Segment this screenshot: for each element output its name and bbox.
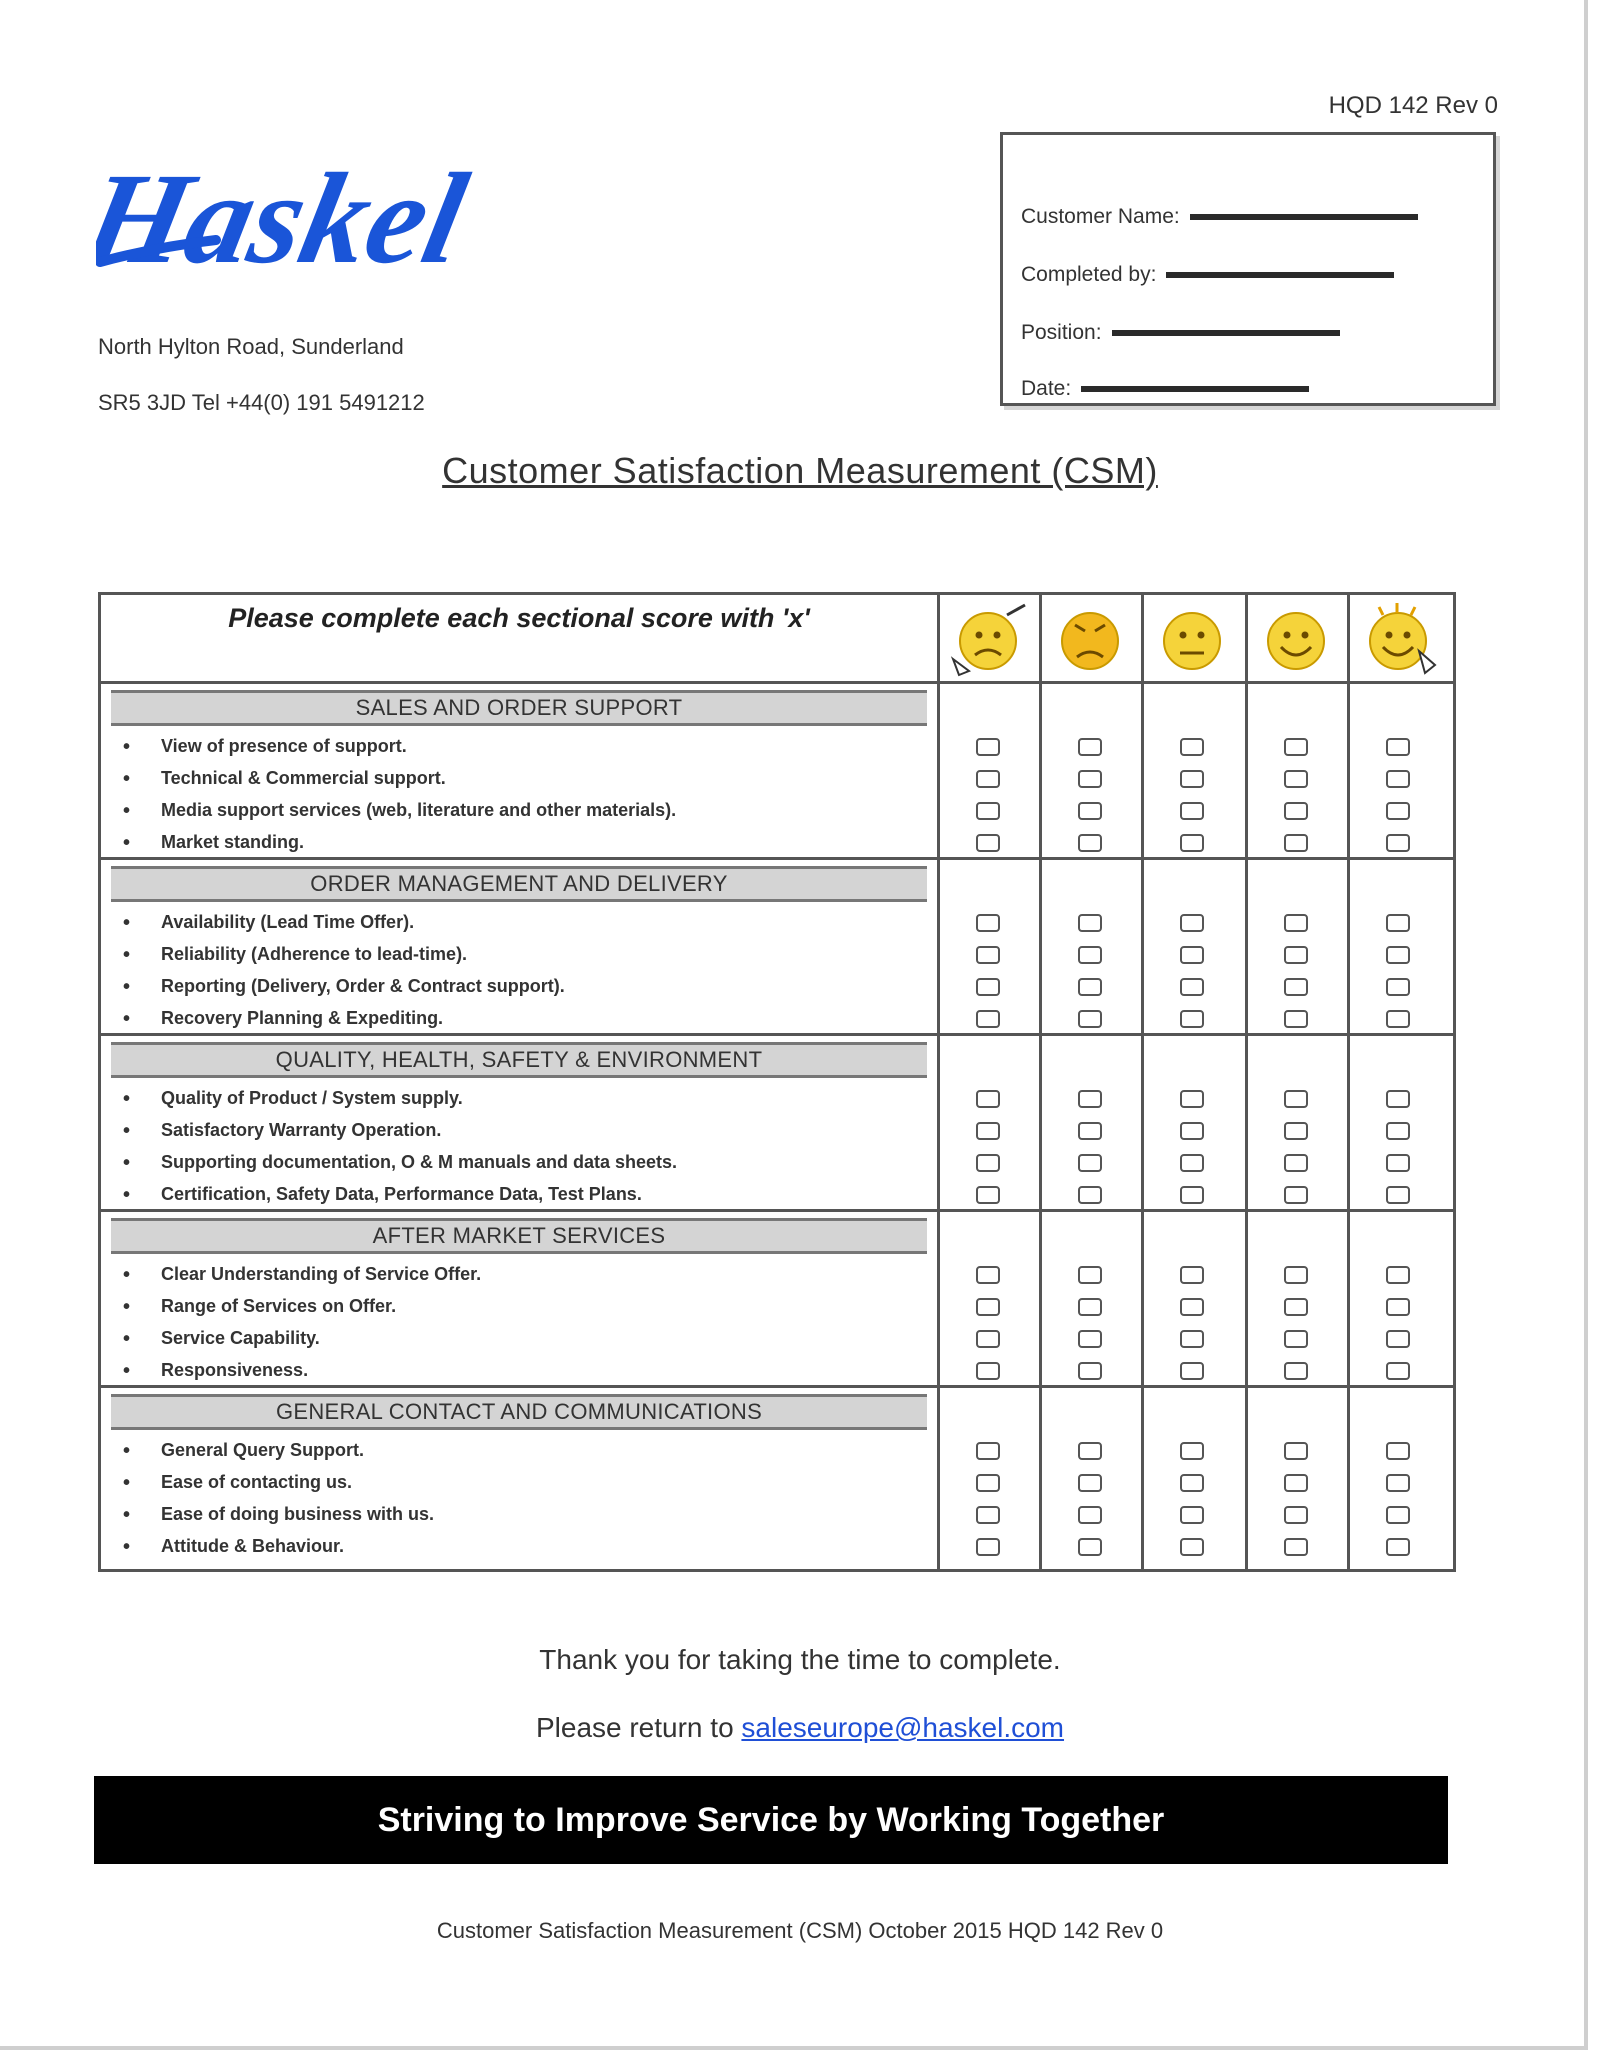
rating-checkbox[interactable] [976,1362,1000,1380]
return-prefix: Please return to [535,1712,742,1743]
rating-checkbox[interactable] [1078,946,1102,964]
section-heading: ORDER MANAGEMENT AND DELIVERY [111,866,927,902]
rating-checkbox[interactable] [1386,834,1410,852]
completed-by-label: Completed by: [1021,263,1157,286]
criterion-item: • View of presence of support. [161,736,407,757]
column-divider [1347,595,1350,1569]
date-line [1081,386,1309,392]
rating-checkbox[interactable] [1284,1186,1308,1204]
rating-checkbox[interactable] [1078,1186,1102,1204]
rating-checkbox[interactable] [976,914,1000,932]
position-label: Position: [1021,321,1102,344]
rating-checkbox[interactable] [1284,834,1308,852]
happy-face-icon [1257,601,1335,679]
svg-text:Haskel: Haskel [96,147,479,291]
instruction-text: Please complete each sectional score with 'x' [228,603,810,633]
rating-checkbox[interactable] [1284,1090,1308,1108]
rating-checkbox[interactable] [1180,1010,1204,1028]
column-divider [1245,595,1248,1569]
rating-checkbox[interactable] [1284,1010,1308,1028]
rating-checkbox[interactable] [1180,770,1204,788]
rating-checkbox[interactable] [1284,1506,1308,1524]
rating-checkbox[interactable] [1180,1538,1204,1556]
criterion-item: • Certification, Safety Data, Performance Data, Test Plans. [161,1184,642,1205]
rating-checkbox[interactable] [1180,978,1204,996]
rating-checkbox[interactable] [1078,802,1102,820]
criterion-item: • Ease of doing business with us. [161,1504,434,1525]
criterion-item: • Reliability (Adherence to lead-time). [161,944,467,965]
date-field[interactable] [1021,377,1309,401]
rating-checkbox[interactable] [1386,1538,1410,1556]
rating-checkbox[interactable] [1284,802,1308,820]
rating-checkbox[interactable] [1180,1266,1204,1284]
criterion-item: • Ease of contacting us. [161,1472,352,1493]
rating-checkbox[interactable] [1386,1362,1410,1380]
rating-checkbox[interactable] [1180,946,1204,964]
rating-checkbox[interactable] [1078,1154,1102,1172]
rating-checkbox[interactable] [1386,1330,1410,1348]
rating-checkbox[interactable] [1386,1186,1410,1204]
rating-checkbox[interactable] [1180,802,1204,820]
rating-checkbox[interactable] [1284,1122,1308,1140]
section-heading: AFTER MARKET SERVICES [111,1218,927,1254]
rating-checkbox[interactable] [976,1266,1000,1284]
customer-name-field[interactable] [1021,205,1418,229]
rating-checkbox[interactable] [1180,1442,1204,1460]
rating-checkbox[interactable] [1180,1362,1204,1380]
completed-by-line [1166,272,1394,278]
customer-name-line [1190,214,1418,220]
rating-checkbox[interactable] [1284,1538,1308,1556]
rating-checkbox[interactable] [1284,946,1308,964]
rating-checkbox[interactable] [1386,770,1410,788]
rating-checkbox[interactable] [976,1122,1000,1140]
position-field[interactable] [1021,321,1340,345]
rating-checkbox[interactable] [1180,1506,1204,1524]
rating-checkbox[interactable] [1078,978,1102,996]
criterion-item: • Recovery Planning & Expediting. [161,1008,443,1029]
rating-checkbox[interactable] [1284,1442,1308,1460]
survey-table [98,592,1456,1572]
rating-checkbox[interactable] [1386,1154,1410,1172]
very-unhappy-face-icon [949,601,1027,679]
rating-checkbox[interactable] [1078,1010,1102,1028]
completed-by-field[interactable] [1021,263,1394,287]
rating-checkbox[interactable] [1386,1506,1410,1524]
criterion-item: • Satisfactory Warranty Operation. [161,1120,441,1141]
rating-checkbox[interactable] [1386,978,1410,996]
angry-face-icon [1051,601,1129,679]
customer-name-label: Customer Name: [1021,205,1180,228]
rating-checkbox[interactable] [1386,1090,1410,1108]
section-divider [101,1033,1453,1036]
rating-checkbox[interactable] [1078,1538,1102,1556]
rating-checkbox[interactable] [1284,978,1308,996]
rating-checkbox[interactable] [1180,1090,1204,1108]
section-heading: SALES AND ORDER SUPPORT [111,690,927,726]
position-line [1112,330,1340,336]
rating-checkbox[interactable] [976,946,1000,964]
return-email-link[interactable]: saleseurope@haskel.com [741,1712,1065,1743]
rating-checkbox[interactable] [1078,1298,1102,1316]
rating-checkbox[interactable] [1284,770,1308,788]
criterion-item: • Clear Understanding of Service Offer. [161,1264,481,1285]
rating-checkbox[interactable] [1078,1090,1102,1108]
neutral-face-icon [1153,601,1231,679]
date-label: Date: [1021,377,1072,400]
rating-checkbox[interactable] [976,1010,1000,1028]
rating-checkbox[interactable] [1386,1442,1410,1460]
document-reference: HQD 142 Rev 0 [1328,92,1498,119]
column-divider [1039,595,1042,1569]
haskel-logo [96,112,486,312]
criterion-item: • Range of Services on Offer. [161,1296,396,1317]
rating-checkbox[interactable] [976,978,1000,996]
rating-checkbox[interactable] [1078,1122,1102,1140]
rating-checkbox[interactable] [1180,1122,1204,1140]
criterion-item: • Availability (Lead Time Offer). [161,912,414,933]
very-happy-face-icon [1359,601,1437,679]
slogan-banner: Striving to Improve Service by Working Together [94,1776,1448,1864]
rating-checkbox[interactable] [1386,1266,1410,1284]
criterion-item: • Supporting documentation, O & M manuals and data sheets. [161,1152,677,1173]
rating-checkbox[interactable] [1078,914,1102,932]
rating-checkbox[interactable] [1180,738,1204,756]
criterion-item: • Attitude & Behaviour. [161,1536,344,1557]
rating-checkbox[interactable] [1284,738,1308,756]
rating-checkbox[interactable] [976,1506,1000,1524]
section-divider [101,1385,1453,1388]
rating-checkbox[interactable] [1386,1474,1410,1492]
rating-checkbox[interactable] [1078,1506,1102,1524]
criterion-item: • Responsiveness. [161,1360,308,1381]
column-divider [937,595,940,1569]
rating-checkbox[interactable] [1284,1362,1308,1380]
rating-checkbox[interactable] [1078,834,1102,852]
rating-checkbox[interactable] [976,1154,1000,1172]
rating-checkbox[interactable] [1386,1298,1410,1316]
rating-checkbox[interactable] [1284,1154,1308,1172]
criterion-item: • Service Capability. [161,1328,320,1349]
rating-checkbox[interactable] [1078,770,1102,788]
column-divider [1141,595,1144,1569]
rating-checkbox[interactable] [1284,914,1308,932]
criterion-item: • Media support services (web, literature and other materials). [161,800,676,821]
rating-checkbox[interactable] [976,1186,1000,1204]
section-heading: GENERAL CONTACT AND COMMUNICATIONS [111,1394,927,1430]
rating-checkbox[interactable] [1386,914,1410,932]
rating-checkbox[interactable] [1284,1266,1308,1284]
rating-checkbox[interactable] [1078,1362,1102,1380]
rating-checkbox[interactable] [976,1090,1000,1108]
rating-checkbox[interactable] [976,1330,1000,1348]
criterion-item: • Technical & Commercial support. [161,768,446,789]
rating-checkbox[interactable] [1180,1154,1204,1172]
section-heading: QUALITY, HEALTH, SAFETY & ENVIRONMENT [111,1042,927,1078]
customer-info-box [1000,132,1496,406]
rating-checkbox[interactable] [1180,1330,1204,1348]
thanks-text: Thank you for taking the time to complete. [539,1644,1061,1675]
address-line-2: SR5 3JD Tel +44(0) 191 5491212 [98,390,425,415]
rating-checkbox[interactable] [1284,1330,1308,1348]
rating-checkbox[interactable] [976,1298,1000,1316]
rating-checkbox[interactable] [1180,914,1204,932]
rating-checkbox[interactable] [976,1538,1000,1556]
rating-checkbox[interactable] [1078,1442,1102,1460]
rating-checkbox[interactable] [1078,1266,1102,1284]
criterion-item: • Market standing. [161,832,304,853]
rating-checkbox[interactable] [1078,738,1102,756]
rating-checkbox[interactable] [976,738,1000,756]
rating-checkbox[interactable] [1180,1474,1204,1492]
rating-checkbox[interactable] [1386,802,1410,820]
page-footer: Customer Satisfaction Measurement (CSM) October 2015 HQD 142 Rev 0 [436,1918,1164,1943]
rating-checkbox[interactable] [1386,738,1410,756]
criterion-item: • General Query Support. [161,1440,364,1461]
section-divider [101,1209,1453,1212]
return-line [0,1712,1600,1744]
rating-checkbox[interactable] [1386,946,1410,964]
section-divider [101,857,1453,860]
rating-checkbox[interactable] [1078,1330,1102,1348]
rating-checkbox[interactable] [1180,1298,1204,1316]
rating-checkbox[interactable] [1180,834,1204,852]
header-divider [101,681,1453,684]
rating-checkbox[interactable] [976,834,1000,852]
rating-checkbox[interactable] [1284,1298,1308,1316]
rating-checkbox[interactable] [1078,1474,1102,1492]
criterion-item: • Quality of Product / System supply. [161,1088,463,1109]
rating-checkbox[interactable] [976,802,1000,820]
address-line-1: North Hylton Road, Sunderland [98,334,404,359]
rating-checkbox[interactable] [1386,1010,1410,1028]
rating-checkbox[interactable] [1386,1122,1410,1140]
page-title: Customer Satisfaction Measurement (CSM) [442,450,1158,491]
rating-checkbox[interactable] [976,1474,1000,1492]
rating-checkbox[interactable] [1284,1474,1308,1492]
rating-checkbox[interactable] [976,1442,1000,1460]
criterion-item: • Reporting (Delivery, Order & Contract support). [161,976,565,997]
rating-checkbox[interactable] [1180,1186,1204,1204]
rating-checkbox[interactable] [976,770,1000,788]
